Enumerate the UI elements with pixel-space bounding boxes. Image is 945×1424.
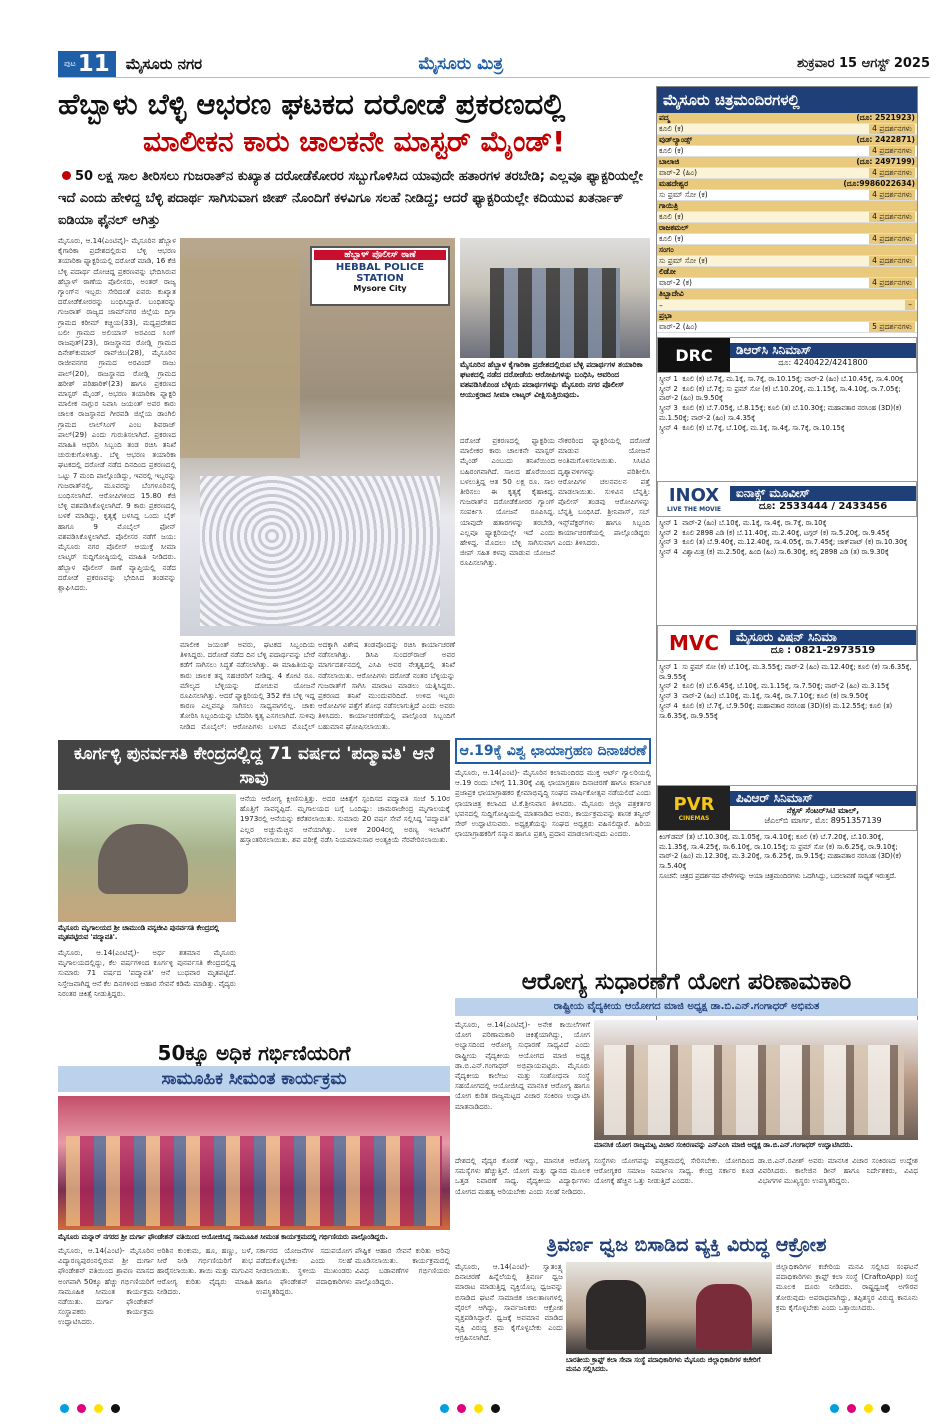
theatre-row-title: ಬಾಲಾಜಿ xyxy=(659,157,680,166)
theatre-row-info: 4 ಪ್ರದರ್ಶನಗಳು xyxy=(869,124,915,134)
police-sign-en: HEBBAL POLICE STATION xyxy=(335,262,425,284)
cinema-panel-title: ಮೈಸೂರು ಚಿತ್ರಮಂದಿರಗಳಲ್ಲಿ xyxy=(657,87,917,113)
elephant-caption: ಮೈಸೂರು ಮೃಗಾಲಯದ ಶ್ರೀ ಚಾಮುಂಡಿ ವನ್ಯಜೀವಿ ಪುನರ್ವಸತಿ ಕೇಂದ್ರದಲ್ಲಿ ಮೃತಪಟ್ಟಿರುವ 'ಪದ್ಮಾವತಿ'. xyxy=(58,924,236,946)
theatre-film-row xyxy=(657,256,917,267)
black-mark-icon xyxy=(881,1404,890,1413)
yoga-guests xyxy=(604,1045,904,1135)
lead-column-4: ದರೋಡೆ ಪ್ರಕರಣದಲ್ಲಿ ಫ್ಯಾಕ್ಟರಿಯ ಮಾಲೀಕರ ಕಾರು ಚಾಲಕನೇ ಮಾಸ್ಟರ್ ಮೈಂಡ್ ಎಂಬುದು ತನಿಖೆಯಿಂದ ಬಹಿರಂಗವಾಗಿದೆ. ಸಾಲದ ಹೊರೆಯಿಂದ ಬಳಲುತ್ತಿದ್ದ ಆತ 50 ಲಕ್ಷ ರೂ. ಸಾಲ ತೀರಿಸಲು ಈ ಕೃತ್ಯಕ್ಕೆ ಕೈಹಾಕಿದ್ದ. ಗುಜರಾತ್‌ನ ದರೋಡೆಕೋರರ ಗ್ಯಾಂಗ್ ಸಂಪರ್ಕಿಸಿ ಯೋಜನೆ ರೂಪಿಸಿದ್ದ. ಯಾವುದೇ ಹತಾರಗಳನ್ನು ತರಬೇಡಿ, ಎಲ್ಲವೂ ಫ್ಯಾಕ್ಟರಿಯಲ್ಲೇ ಇದೆ ಎಂದು ಹೇಳಿದ್ದ. ಮೊದಲು ಬೆಳ್ಳಿ ಸಾಗಿಸುವಾಗ ಜೀಪ್ ಸಹಿತ ಕಳವು ಮಾಡುವ ಯೋಜನೆ ರೂಪಿಸಲಾಗಿತ್ತು. xyxy=(460,436,555,568)
theatre-row-title: ಕೂಲಿ (ಕ) xyxy=(659,234,684,243)
theatre-row-info: 4 ಪ್ರದರ್ಶನಗಳು xyxy=(869,256,915,266)
section-title: ಮೈಸೂರು ನಗರ xyxy=(125,54,203,73)
theatre-name-row xyxy=(657,157,917,168)
seemantha-column-4: ಪೌಷ್ಟಿಕ ಆಹಾರ ಸೇವನೆ ಕುರಿತು ಅರಿವು ಮೂಡಿಸಲಾಯಿತು. ಕಾರ್ಯಕ್ರಮದಲ್ಲಿ ವಿವಿಧ ಬಡಾವಣೆಗಳ ಗರ್ಭಿಣಿಯರು ಪಾಲ್ಗೊಂಡಿದ್ದರು. xyxy=(355,1246,450,1286)
pvr-name: ಪಿವಿಆರ್ ಸಿನಿಮಾಸ್ xyxy=(730,791,916,806)
drc-titles xyxy=(730,343,916,368)
theatre-row-title: ಪ್ರಭಾ xyxy=(659,311,672,320)
inox-titles xyxy=(730,486,916,512)
cyan-mark-icon xyxy=(60,1404,69,1413)
theatre-row-info: 4 ಪ್ರದರ್ಶನಗಳು xyxy=(869,168,915,178)
drc-phone: ದೂ: 4240422/4241800 xyxy=(778,357,868,367)
yoga-photo xyxy=(594,1020,918,1140)
lead-photo-silver xyxy=(180,238,455,636)
lead-headline: ಹೆಬ್ಬಾಳು ಬೆಳ್ಳಿ ಆಭರಣ ಘಟಕದ ದರೋಡೆ ಪ್ರಕರಣದಲ್ಲಿ xyxy=(58,87,566,121)
theatre-row-info: 4 ಪ್ರದರ್ಶನಗಳು xyxy=(869,278,915,288)
inox-header xyxy=(657,481,917,517)
theatre-name-row xyxy=(657,113,917,124)
flag-photo xyxy=(566,1262,772,1354)
theatre-film-row xyxy=(657,168,917,179)
theatre-name-row xyxy=(657,223,917,234)
masthead: ಮೈಸೂರು ಮಿತ್ರ xyxy=(418,53,504,74)
lead-column-2: ಮಾಲೀಕ ಜಯಂತ್ ಅವರು, ಘಟಕದ ಸಿಬ್ಬಂದಿಯ ತಿಳಿಸಿದ್ದರು. ದರೋಡೆ ನಡೆದ ದಿನ ಬೆಳ್ಳಿ ಪದಾರ್ಥವನ್ನು ಬೇರೆ ಕಡೆಗೆ ಸಾಗಿಸಲು ಸಿದ್ಧತೆ ನಡೆಸಲಾಗಿತ್ತು. ಈ ಮಾಹಿತಿಯನ್ನು ಕಾರು ಚಾಲಕ ತನ್ನ ಸಹಚರರಿಗೆ ನೀಡಿದ್ದ. 4 ಕೋಟಿ ರೂ. ಮೌಲ್ಯದ ಬೆಳ್ಳಿಯನ್ನು ದೋಚುವ ಯೋಜನೆ ರೂಪಿಸಲಾಗಿತ್ತು. ಆದರೆ ಫ್ಯಾಕ್ಟರಿಯಲ್ಲಿ 352 ಕೆಜಿ ಬೆಳ್ಳಿ ಇದ್ದ ಕಾರಣ ಎಲ್ಲವನ್ನೂ ಸಾಗಿಸಲು ಸಾಧ್ಯವಾಗಲಿಲ್ಲ. ಚಾಕು ತೋರಿಸಿ ಸಿಬ್ಬಂದಿಯನ್ನು ಬೆದರಿಸಿ ಕೃತ್ಯ ಎಸಗಲಾಗಿದೆ. ಸುಳಿವು ನೀಡಿದ ಮೊಬೈಲ್: ಆರೋಪಿಗಳು ಬಳಸಿದ ಮೊಬೈಲ್ xyxy=(180,640,315,731)
lead-deck-text: 50 ಲಕ್ಷ ಸಾಲ ತೀರಿಸಲು ಗುಜರಾತ್‌ನ ಕುಖ್ಯಾತ ದರೋಡೆಕೋರರ ಸಬ್ಬುಗೊಳಿಸಿದ ಯಾವುದೇ ಹತಾರಗಳ ತರಬೇಡಿ; ಎಲ್ಲವೂ ಫ್ಯಾಕ್ಟರಿಯಲ್ಲೇ ಇದೆ ಎಂದು ಹೇಳಿದ್ದ ಬೆಳ್ಳಿ ಪದಾರ್ಥ ಸಾಗಿಸುವಾಗ ಜೀಪ್ ನೊಂದಿಗೆ ಕಳವಿಗೂ ಸಲಹೆ ನೀಡಿದ್ದ; ಆದರೆ ಫ್ಯಾಕ್ಟರಿಯಲ್ಲೇ ಕದಿಯುವ ಖತರ್ನಾಕ್ ಐಡಿಯಾ ಫೈನಲ್ ಆಗಿತ್ತು xyxy=(58,169,643,228)
theatre-row-info: (ದೂ:9986022634) xyxy=(843,179,915,188)
seemantha-column-3: ಸರ್ಕಾರದ ಯೋಜನೆಗಳ ಸದುಪಯೋಗ ಪಡೆದುಕೊಳ್ಳಬೇಕು ಎಂದು ಸಲಹೆ ನೀಡಲಾಯಿತು. ಸ್ಥಳೀಯ ಮುಖಂಡರು ಹಾಗೂ ಫೌಂಡೇಶನ್ ಪದಾಧಿಕಾರಿಗಳು ಉಪಸ್ಥಿತರಿದ್ದರು. xyxy=(256,1246,352,1296)
drc-name: ಡಿಆರ್‌ಸಿ ಸಿನಿಮಾಸ್ xyxy=(730,343,916,358)
accused-group xyxy=(490,268,620,358)
pvr-address: ನೆಕ್ಸಸ್ ಸೆಂಟರ್‌ಸಿಟಿ ಮಾಲ್, xyxy=(786,805,860,815)
yellow-mark-icon xyxy=(94,1404,103,1413)
cyan-mark-icon xyxy=(830,1404,839,1413)
theatre-film-row xyxy=(657,322,917,333)
police-officers xyxy=(180,258,300,458)
police-sign xyxy=(310,246,450,306)
lead-headline-2: ಮಾಲೀಕನ ಕಾರು ಚಾಲಕನೇ ಮಾಸ್ಟರ್ ಮೈಂಡ್! xyxy=(142,125,566,158)
pvr-tagline: CINEMAS xyxy=(678,815,710,822)
theatre-row-title: ಕೂಲಿ (ಕ) xyxy=(659,146,684,155)
inox-schedule: ಸ್ಕ್ರೀನ್ 1 ವಾರ್-2 (ಹಿಂ) ಬೆ.10ಕ್ಕೆ, ಮ.1ಕ್ಕೆ, ಸಾ.4ಕ್ಕೆ, ರಾ.7ಕ್ಕೆ, ರಾ.10ಕ್ಕೆ ಸ್ಕ್ರೀನ್ 2 ಕೂಲಿ 2898 ಎಡಿ (ಕ) ಬೆ.11.40ಕ್ಕೆ, ಮ.2.40ಕ್ಕೆ, ಟಗ್ಗರ್ (ಕ) ಸಾ.5.20ಕ್ಕೆ, ರಾ.9.45ಕ್ಕೆ ಸ್ಕ್ರೀನ್ 3 ಕೂಲಿ (ತ) ಬೆ.9.40ಕ್ಕೆ, ಮ.12.40ಕ್ಕೆ, ಸಾ.4.05ಕ್ಕೆ, ರಾ.7.45ಕ್ಕೆ; ಜಾಕ್‌ಪಾಟ್ (ಕ) ರಾ.10.30ಕ್ಕೆ ಸ್ಕ್ರೀನ್ 4 ವಿಶ್ವಾಮಿತ್ರ (ಕ) ಮ.2.50ಕ್ಕೆ, ಹಿಂದಿ (ಹಿಂ) ಸಾ.6.30ಕ್ಕೆ, ಕಲ್ಕಿ 2898 ಎಡಿ (ತ) ರಾ.9.30ಕ್ಕೆ xyxy=(659,519,908,557)
yoga-column-3: ಸಂಸ್ಥೆಗಳು ಯೋಗವನ್ನು ಪಠ್ಯಕ್ರಮದಲ್ಲಿ ಸೇರಿಸಬೇಕು. ಯೋಗದಿಂದ ಆರೋಗ್ಯಕರ ಸಮಾಜ ನಿರ್ಮಾಣ ಸಾಧ್ಯ. ಕೇಂದ್ರ ಸರ್ಕಾರ ಕೂಡ ಯೋಗಕ್ಕೆ ಹೆಚ್ಚಿನ ಒತ್ತು ನೀಡುತ್ತಿದೆ ಎಂದರು. xyxy=(594,1156,754,1186)
seemantha-headline-2: ಸಾಮೂಹಿಕ ಸೀಮಂತ ಕಾರ್ಯಕ್ರಮ xyxy=(58,1066,450,1092)
theatre-row-info: (ದೂ: 2521923) xyxy=(856,113,915,122)
pvr-titles xyxy=(730,791,916,826)
drc-logo: DRC xyxy=(658,338,730,372)
theatre-row-info: – xyxy=(905,300,915,310)
theatre-film-row xyxy=(657,300,917,311)
theatre-row-title: ವಾರ್-2 (ಹಿಂ) xyxy=(659,322,698,331)
theatre-row-info: 4 ಪ್ರದರ್ಶನಗಳು xyxy=(869,234,915,244)
cyan-mark-icon xyxy=(440,1404,449,1413)
theatre-row-info: (ದೂ: 2497199) xyxy=(856,157,915,166)
lead-column-3: ಅದಕ್ಕಾಗಿ ವಿಶೇಷ ತಂಡವೊಂದನ್ನು ರಚಿಸಿ ಕಾರ್ಯಾಚರಣೆ ನಡೆಸಲಾಗಿತ್ತು. ಡಿಸಿಪಿ ಸುಂದರ್‌ರಾಜ್ ಅವರ ಮಾರ್ಗದರ್ಶನದಲ್ಲಿ ಎಸಿಪಿ ಅವರ ನೇತೃತ್ವದಲ್ಲಿ ತನಿಖೆ ನಡೆಸಲಾಯಿತು. ಆರೋಪಿಗಳು ದರೋಡೆ ನಂತರ ಬೆಳ್ಳಿಯನ್ನು ಗುಜರಾತ್‌ಗೆ ಸಾಗಿಸಿ ಮಾರಾಟ ಮಾಡಲು ಯತ್ನಿಸಿದ್ದರು. ಪ್ರಕರಣದ ತನಿಖೆ ಮುಂದುವರಿದಿದೆ. ಉಳಿದ ಇಬ್ಬರು ಆರೋಪಿಗಳ ಪತ್ತೆಗೆ ಶೋಧ ನಡೆಸಲಾಗುತ್ತಿದೆ ಎಂದು ಅವರು ತಿಳಿಸಿದರು. ಕಾರ್ಯಾಚರಣೆಯಲ್ಲಿ ಪಾಲ್ಗೊಂಡ ಸಿಬ್ಬಂದಿಗೆ ಬಹುಮಾನ ಘೋಷಿಸಲಾಯಿತು. xyxy=(318,640,455,731)
theatre-name-row xyxy=(657,201,917,212)
flag-person-2 xyxy=(696,1284,752,1350)
page-label: ಪುಟ xyxy=(64,58,76,68)
yellow-mark-icon xyxy=(474,1404,483,1413)
silver-items xyxy=(200,476,440,626)
mvc-header xyxy=(657,625,917,661)
theatre-row-title: ಗಾಯಿತ್ರಿ xyxy=(659,201,679,210)
elephant-photo xyxy=(58,794,236,922)
theatre-film-row xyxy=(657,190,917,201)
theatre-row-title: – xyxy=(659,300,663,310)
police-sign-city: Mysore City xyxy=(353,284,407,293)
flag-column-1: ಮೈಸೂರು, ಆ.14(ಎಂಟಿ)- ಸ್ವಾತಂತ್ರ್ಯ ದಿನಾಚರಣೆ ಹಿನ್ನೆಲೆಯಲ್ಲಿ ತ್ರಿವರ್ಣ ಧ್ವಜ ಮಾರಾಟ ಮಾಡುತ್ತಿದ್ದ ವ್ಯಕ್ತಿಯೊಬ್ಬ ಧ್ವಜವನ್ನು ಬಿಸಾಡಿದ ಘಟನೆ ಸಾಮಾಜಿಕ ಜಾಲತಾಣಗಳಲ್ಲಿ ವೈರಲ್ ಆಗಿದ್ದು, ಸಾರ್ವಜನಿಕರು ಆಕ್ರೋಶ ವ್ಯಕ್ತಪಡಿಸಿದ್ದಾರೆ. ಧ್ವಜಕ್ಕೆ ಅವಮಾನ ಮಾಡಿದ ವ್ಯಕ್ತಿ ವಿರುದ್ಧ ಕ್ರಮ ಕೈಗೊಳ್ಳಬೇಕು ಎಂದು ಆಗ್ರಹಿಸಲಾಗಿದೆ. xyxy=(455,1262,563,1343)
theatre-list xyxy=(657,113,917,333)
page-number-badge xyxy=(58,51,116,77)
theatre-row-title: ರಾಜಕಮಲ್ xyxy=(659,223,689,232)
theatre-row-title: ಲಿಡೋ xyxy=(659,267,676,276)
seemantha-headline: 50ಕ್ಕೂ ಅಧಿಕ ಗರ್ಭಿಣಿಯರಿಗೆ xyxy=(157,1041,351,1065)
theatre-row-info: 4 ಪ್ರದರ್ಶನಗಳು xyxy=(869,146,915,156)
elephant-column-2: ಆನೆಯ ಆರೋಗ್ಯ ಕ್ಷೀಣಿಸುತ್ತಿತ್ತು. ಅದರ ಚಿಕಿತ್ಸೆಗೆ ಸ್ಪಂದಿಸದ ಪದ್ಮಾವತಿ ಸಂಜೆ 5.10ರ ಹೊತ್ತಿಗೆ ಸಾವನ್ನಪ್ಪಿದೆ. ಮೃಗಾಲಯದ ಬಗ್ಗೆ ಒಂದಿಷ್ಟು: ಚಾಮರಾಜೇಂದ್ರ ಮೃಗಾಲಯಕ್ಕೆ 1973ರಲ್ಲಿ ಆನೆಯನ್ನು ಕರೆತರಲಾಯಿತು. ಸುಮಾರು 20 ವರ್ಷ ಸೇವೆ ಸಲ್ಲಿಸಿದ್ದ 'ಪದ್ಮಾವತಿ' ಎಲ್ಲರ ಅಚ್ಚುಮೆಚ್ಚಿನ ಆನೆಯಾಗಿತ್ತು. ಬಳಿಕ 2004ರಲ್ಲಿ ಅರಣ್ಯ ಇಲಾಖೆಗೆ ಹಸ್ತಾಂತರಿಸಲಾಯಿತು. ಶವ ಪರೀಕ್ಷೆ ನಡೆಸಿ ನಿಯಮಾನುಸಾರ ಅಂತ್ಯಕ್ರಿಯೆ ನೆರವೇರಿಸಲಾಯಿತು. xyxy=(240,794,450,844)
flag-caption: ಬಾರತೀಯ ಕ್ರಾಫ್ಟ್ ಕಲಾ ಸೇವಾ ಸಂಸ್ಥೆ ಪದಾಧಿಕಾರಿಗಳು ಮೈಸೂರು ಜಿಲ್ಲಾಧಿಕಾರಿಗಳ ಕಚೇರಿಗೆ ಮನವಿ ಸಲ್ಲಿಸಿದರು. xyxy=(566,1356,772,1380)
lead-deck xyxy=(58,166,650,232)
theatre-row-title: ಮಹದೇಶ್ವರ xyxy=(659,179,689,188)
pvr-phone: ಜೆಎಲ್‌ಬಿ ಮಾರ್ಗ, ಮೊ: 8951357139 xyxy=(764,815,882,825)
theatre-row-title: ಕೂಲಿ (ಕ) xyxy=(659,124,684,133)
mvc-name: ಮೈಸೂರು ವಿಷನ್ ಸಿನಿಮಾ xyxy=(730,630,916,645)
inox-logo xyxy=(658,482,730,516)
theatre-name-row xyxy=(657,267,917,278)
yoga-subhead: ರಾಷ್ಟ್ರೀಯ ವೈದ್ಯಕೀಯ ಆಯೋಗದ ಮಾಜಿ ಅಧ್ಯಕ್ಷ ಡಾ.ಬಿ.ಎನ್.ಗಂಗಾಧರ್ ಅಭಿಮತ xyxy=(455,998,918,1016)
theatre-row-title: ಪದ್ಮ xyxy=(659,113,670,122)
pvr-schedule: ಕಿಂಗ್‌ಡಮ್ (ತ) ಬೆ.10.30ಕ್ಕೆ, ಮ.1.05ಕ್ಕೆ, ಸಾ.4.10ಕ್ಕೆ; ಕೂಲಿ (ಕ) ಬೆ.7.20ಕ್ಕೆ, ಬೆ.10.30ಕ್ಕೆ, ಮ.1.35ಕ್ಕೆ, ಸಾ.4.25ಕ್ಕೆ, ಸಾ.6.10ಕ್ಕೆ, ರಾ.10.15ಕ್ಕೆ; ಸು ಫ್ರಮ್ ಸೋ (ಕ) ಸಾ.6.25ಕ್ಕೆ, ರಾ.9.10ಕ್ಕೆ; ವಾರ್-2 (ಹಿಂ) ಮ.12.30ಕ್ಕೆ, ಮ.3.20ಕ್ಕೆ, ಸಾ.6.25ಕ್ಕೆ, ರಾ.9.15ಕ್ಕೆ; ಮಹಾವತಾರ ನರಸಿಂಹ (3D)(ಕ) ಸಾ.5.40ಕ್ಕೆ ಸೂಚನೆ: ಚಿತ್ರದ ಪ್ರದರ್ಶನದ ವೇಳೆಗಳನ್ನು ಆಯಾ ಚಿತ್ರಮಂದಿರಗಳು ಒದಗಿಸಿದ್ದು, ಬದಲಾವಣೆ ಸಾಧ್ಯತೆ ಇರುತ್ತದೆ. xyxy=(659,833,902,880)
theatre-row-info: 4 ಪ್ರದರ್ಶನಗಳು xyxy=(869,190,915,200)
cinema-panel xyxy=(656,86,918,1110)
pvr-logo xyxy=(658,786,730,830)
yoga-column-4: ಡಾ.ಬಿ.ಎನ್.ರವೀಶ್ ಅವರು ಮಾನಸಿಕ ವಿಚಾರ ಸಂಕಿರಣದ ಉದ್ದೇಶ ವಿವರಿಸಿದರು. ಕಾಲೇಜಿನ ಡೀನ್ ಹಾಗೂ ನಿರ್ದೇಶಕರು, ವಿವಿಧ ವಿಭಾಗಗಳ ಮುಖ್ಯಸ್ಥರು ಉಪಸ್ಥಿತರಿದ್ದರು. xyxy=(758,1156,918,1186)
theatre-row-title: ಸು ಫ್ರಮ್ ಸೋ (ಕ) xyxy=(659,256,708,265)
lead-column-1: ಮೈಸೂರು, ಆ.14(ಎಂಟಿವೈ)- ಮೈಸೂರಿನ ಹೆಬ್ಬಾಳ ಕೈಗಾರಿಕಾ ಪ್ರದೇಶದಲ್ಲಿರುವ ಬೆಳ್ಳಿ ಆಭರಣ ತಯಾರಿಕಾ ಫ್ಯಾಕ್ಟರಿಯಲ್ಲಿ ದರೋಡೆ ಮಾಡಿ, 16 ಕೆಜಿ ಬೆಳ್ಳಿ ಪದಾರ್ಥ ದೋಚಿದ್ದ ಪ್ರಕರಣವನ್ನು ಭೇದಿಸಿರುವ ಹೆಬ್ಬಾಳ್ ಠಾಣೆಯ ಪೊಲೀಸರು, ಅಂತರ್ ರಾಜ್ಯ ಗ್ಯಾಂಗ್‌ನ ಇಬ್ಬರು ಸೇರಿದಂತೆ ಐವರು ಕುಖ್ಯಾತ ದರೋಡೆಕೋರರನ್ನು ಬಂಧಿಸಿದ್ದಾರೆ. ಬಂಧಿತರನ್ನು ಗುಜರಾತ್ ರಾಜ್ಯದ ಜಾಮ್‌ನಗರ ಜಿಲ್ಲೆಯ ದಿಗ್ರಾ ಗ್ರಾಮದ ಕರೀಮ್ ಕಚ್ಚಿಯ(33), ಮಧ್ಯಪ್ರದೇಶದ ಬಲೀ ಗ್ರಾಮದ ಅಲಿಯಾಸ್ ಅರವಿಂದ ಸಿಂಗ್ ರಾಜಪುತ್(23), ರಾಜಸ್ಥಾನದ ರೋಡ್ಲಿ ಗ್ರಾಮದ ದಿನೇಶ್‌ಕುಮಾರ್ ರಾವ್‌ಜಿಬ(28), ಮೈಸೂರಿನ ರಾಜೀವನಗರ ಗ್ರಾಮದ ಅರವಿಂದ್ ರಾಜು ಪಾಲ್(20), ರಾಜಸ್ಥಾನದ ರೋಡ್ಲಿ ಗ್ರಾಮದ ಹರೀಶ್ ಪರಿಹಾರಿಕ್(23) ಹಾಗೂ ಪ್ರಕರಣದ ಮಾಸ್ಟರ್ ಮೈಂಡ್, ಅಭರಣ ತಯಾರಿಕಾ ಫ್ಯಾಕ್ಟರಿ ಮಾಲೀಕ ನಾಗ್ಪುರ ನಿವಾಸಿ ಜಯಂತ್ ಅವರ ಕಾರು ಚಾಲಕ ರಾಜಸ್ಥಾನದ ಗೀರವಡಿ ಜಿಲ್ಲೆಯ ಡಾಂಗಿಲಿ ಗ್ರಾಮದ ಲಾಲ್‌ಸಿಂಗ್ ಎಂಬ ಶಿವರಾಜ್ ಪಾಲ್(29) ಎಂದು ಗುರುತಿಸಲಾಗಿದೆ. ಪ್ರಕರಣದ ಮಾಹಿತಿ ಆಧರಿಸಿ ಸಿಬ್ಬಂದಿ ತಂಡ ರಚಿಸಿ ತನಿಖೆ ಚುರುಕುಗೊಳಿಸಿತ್ತು. ಬೆಳ್ಳಿ ಆಭರಣ ತಯಾರಿಕಾ ಘಟಕದಲ್ಲಿ ದರೋಡೆ ನಡೆದ ದಿನದಿಂದ ಪ್ರಕರಣದಲ್ಲಿ ಒಟ್ಟು 7 ಮಂದಿ ಪಾಲ್ಗೊಂಡಿದ್ದು, ಇವರಲ್ಲಿ ಇಬ್ಬರನ್ನು ಗುಜರಾತ್‌ನಲ್ಲಿ, ಮೂವರನ್ನು ಬೆಂಗಳೂರಿನಲ್ಲಿ ಬಂಧಿಸಲಾಗಿದೆ. ಆರೋಪಿಗಳಿಂದ 15.80 ಕೆಜಿ ಬೆಳ್ಳಿ ವಶಪಡಿಸಿಕೊಳ್ಳಲಾಗಿದೆ. 9 ಕಾರು ಪ್ರಕರಣದಲ್ಲಿ ಬಳಕೆ ಮಾಡಿದ್ದು, ಕೃತ್ಯಕ್ಕೆ ಬಳಸಿದ್ದ ಒಂದು ಬೈಕ್ ಹಾಗೂ 9 ಮೊಬೈಲ್ ಫೋನ್ ವಶಪಡಿಸಿಕೊಳ್ಳಲಾಗಿದೆ. ಪೊಲೀಸರ ನಡೆಗೆ ಜಯ: ಮೈಸೂರು ನಗರ ಪೊಲೀಸ್ ಆಯುಕ್ತೆ ಸೀಮಾ ಲಾಟ್ಕರ್ ಸುದ್ದಿಗೋಷ್ಠಿಯಲ್ಲಿ ಮಾಹಿತಿ ನೀಡಿದರು. ಹೆಬ್ಬಾಳ ಪೊಲೀಸ್ ಠಾಣೆ ವ್ಯಾಪ್ತಿಯಲ್ಲಿ ನಡೆದ ದರೋಡೆ ಪ್ರಕರಣವನ್ನು ಭೇದಿಸಿದ ತಂಡವನ್ನು ಶ್ಲಾಘಿಸಿದರು. xyxy=(58,236,176,592)
mvc-logo: MVC xyxy=(668,631,720,655)
theatre-name-row xyxy=(657,135,917,146)
theatre-name-row xyxy=(657,245,917,256)
page-header xyxy=(58,50,930,78)
yoga-column-1: ಮೈಸೂರು, ಆ.14(ಎಂಟಿವೈ)- ಅನೇಕ ಕಾಯಿಲೆಗಳಿಗೆ ಯೋಗ ಪರಿಣಾಮಕಾರಿ ಚಿಕಿತ್ಸೆಯಾಗಿದ್ದು, ಯೋಗ ಅಭ್ಯಾಸದಿಂದ ಆರೋಗ್ಯ ಸುಧಾರಣೆ ಸಾಧ್ಯವಿದೆ ಎಂದು ರಾಷ್ಟ್ರೀಯ ವೈದ್ಯಕೀಯ ಆಯೋಗದ ಮಾಜಿ ಅಧ್ಯಕ್ಷ ಡಾ.ಬಿ.ಎನ್.ಗಂಗಾಧರ್ ಅಭಿಪ್ರಾಯಪಟ್ಟರು. ಮೈಸೂರು ವೈದ್ಯಕೀಯ ಕಾಲೇಜು ಮತ್ತು ಸಂಶೋಧನಾ ಸಂಸ್ಥೆ ಸಹಯೋಗದಲ್ಲಿ ಆಯೋಜಿಸಿದ್ದ ಮಾನಸಿಕ ಆರೋಗ್ಯ ಹಾಗೂ ಯೋಗ ಕುರಿತ ರಾಜ್ಯಮಟ್ಟದ ವಿಚಾರ ಸಂಕಿರಣ ಉದ್ಘಾಟಿಸಿ ಮಾತನಾಡಿದರು. xyxy=(455,1020,590,1111)
seemantha-caption: ಮೈಸೂರು ಮನ್ನಾರ್ ನಗರದ ಶ್ರೀ ದುರ್ಗಾ ಫೌಂಡೇಶನ್ ವತಿಯಿಂದ ಆಯೋಜಿಸಿದ್ದ ಸಾಮೂಹಿಕ ಸೀಮಂತ ಕಾರ್ಯಕ್ರಮದಲ್ಲಿ ಗರ್ಭಿಣಿಯರು ಪಾಲ್ಗೊಂಡಿದ್ದರು. xyxy=(58,1232,450,1244)
theatre-film-row xyxy=(657,124,917,135)
photo-day-text: ಮೈಸೂರು, ಆ.14(ಎಂಟಿ)- ಮೈಸೂರಿನ ಕಲಾಮಂದಿರದ ಮುಕ್ತ ಆರ್ಟ್ ಗ್ಯಾಲರಿಯಲ್ಲಿ ಆ.19 ರಂದು ಬೆಳಿಗ್ಗೆ 11.30ಕ್ಕೆ ವಿಶ್ವ ಛಾಯಾಗ್ರಹಣ ದಿನಾಚರಣೆ ಹಾಗೂ ಕರ್ನಾಟಕ ಪ್ರಜಾಪ್ರಕ ಛಾಯಾಗ್ರಾಹಕರ ಕ್ಷೇಮಾಭಿವೃದ್ಧಿ ಸಂಘದ ವಾರ್ಷಿಕೋತ್ಸವ ನಡೆಯಲಿದೆ ಎಂದು ಛಾಯಾಚಿತ್ರ ಕಲಾವಿದ ಟಿ.ಕೆ.ಶ್ರೀನಿವಾಸ ತಿಳಿಸಿದರು. ಮೈಸೂರು ಜಿಲ್ಲಾ ಪತ್ರಕರ್ತರ ಭವನದಲ್ಲಿ ಸುದ್ದಿಗೋಷ್ಠಿಯಲ್ಲಿ ಮಾತನಾಡಿದ ಅವರು, ಕಾರ್ಯಕ್ರಮವನ್ನು ಶಾಸಕ ತನ್ವೀರ್ ಸೇಠ್ ಉದ್ಘಾಟಿಸುವರು. ಅಧ್ಯಕ್ಷತೆಯನ್ನು ಸಂಘದ ಅಧ್ಯಕ್ಷರು ವಹಿಸಲಿದ್ದಾರೆ. ಹಿರಿಯ ಛಾಯಾಗ್ರಾಹಕರಿಗೆ ಸನ್ಮಾನ ಹಾಗೂ ಪ್ರಶಸ್ತಿ ಪ್ರದಾನ ಮಾಡಲಾಗುವುದು ಎಂದರು. xyxy=(455,768,651,839)
theatre-film-row xyxy=(657,212,917,223)
elephant-figure xyxy=(98,824,188,894)
theatre-row-info: (ದೂ: 2422871) xyxy=(856,135,915,144)
inox-phone: ದೂ: 2533444 / 2433456 xyxy=(758,501,888,512)
theatre-row-title: ಕೂಲಿ (ಕ) xyxy=(659,212,684,221)
magenta-mark-icon xyxy=(457,1404,466,1413)
magenta-mark-icon xyxy=(847,1404,856,1413)
print-marks-center xyxy=(440,1404,500,1413)
theatre-row-title: ಸು ಫ್ರಮ್ ಸೋ (ಕ) xyxy=(659,190,708,199)
issue-date: ಶುಕ್ರವಾರ 15 ಆಗಸ್ಟ್ 2025 xyxy=(797,56,930,71)
drc-header xyxy=(657,337,917,373)
police-sign-kn: ಹೆಬ್ಬಾಳ್ ಪೊಲೀಸ್ ಠಾಣೆ xyxy=(314,250,446,260)
print-marks-left xyxy=(60,1404,120,1413)
theatre-row-title: ವುಡ್‌ಲ್ಯಾಂಡ್ಸ್ xyxy=(659,135,693,144)
seemantha-group xyxy=(66,1136,442,1226)
pvr-logo-text: PVR xyxy=(673,794,715,815)
theatre-row-title: ತಿಬ್ಬಾದೇವಿ xyxy=(659,289,684,298)
flag-headline: ತ್ರಿವರ್ಣ ಧ್ವಜ ಬಿಸಾಡಿದ ವ್ಯಕ್ತಿ ವಿರುದ್ಧ ಆಕ್ರೋಶ xyxy=(546,1234,827,1256)
drc-schedule: ಸ್ಕ್ರೀನ್ 1 ಕೂಲಿ (ಕ) ಬೆ.7ಕ್ಕೆ, ಮ.1ಕ್ಕೆ, ಸಾ.7ಕ್ಕೆ, ರಾ.10.15ಕ್ಕೆ; ವಾರ್-2 (ಹಿಂ) ಬೆ.10.45ಕ್ಕೆ, ಸಾ.4.00ಕ್ಕೆ ಸ್ಕ್ರೀನ್ 2 ಕೂಲಿ (ಕ) ಬೆ.7ಕ್ಕೆ; ಸು ಫ್ರಮ್ ಸೋ (ಕ) ಬೆ.10.20ಕ್ಕೆ, ಮ.1.15ಕ್ಕೆ, ಸಾ.4.10ಕ್ಕೆ, ರಾ.7.05ಕ್ಕೆ; ವಾರ್-2 (ಹಿಂ) ರಾ.9.50ಕ್ಕೆ ಸ್ಕ್ರೀನ್ 3 ಕೂಲಿ (ಕ) ಬೆ.7.05ಕ್ಕೆ, ಬೆ.8.15ಕ್ಕೆ; ಕೂಲಿ (ತ) ಬೆ.10.30ಕ್ಕೆ; ಮಹಾವತಾರ ನರಸಿಂಹ (3D)(ಕ) ಮ.1.50ಕ್ಕೆ; ವಾರ್-2 (ಹಿಂ) ಸಾ.4.35ಕ್ಕೆ ಸ್ಕ್ರೀನ್ 4 ಕೂಲಿ (ಕ) ಬೆ.7ಕ್ಕೆ, ಬೆ.10ಕ್ಕೆ, ಮ.1ಕ್ಕೆ, ಸಾ.4ಕ್ಕೆ, ಸಾ.7ಕ್ಕೆ, ರಾ.10.15ಕ್ಕೆ xyxy=(659,375,904,432)
yoga-headline: ಆರೋಗ್ಯ ಸುಧಾರಣೆಗೆ ಯೋಗ ಪರಿಣಾಮಕಾರಿ xyxy=(521,969,852,995)
seemantha-photo xyxy=(58,1096,450,1230)
theatre-film-row xyxy=(657,146,917,157)
mvc-titles xyxy=(730,630,916,656)
mvc-phone: ದೂ : 0821-2973519 xyxy=(770,645,876,656)
theatre-row-title: ವಾರ್-2 (ಹಿಂ) xyxy=(659,168,698,177)
theatre-name-row xyxy=(657,289,917,300)
yoga-caption: ಮಾನಸಿಕ ಯೋಗ ರಾಜ್ಯಮಟ್ಟ ವಿಚಾರ ಸಂಕಿರಣವನ್ನು ಎನ್ಎಂಸಿ ಮಾಜಿ ಅಧ್ಯಕ್ಷ ಡಾ.ಬಿ.ಎನ್.ಗಂಗಾಧರ್ ಉದ್ಘಾಟಿಸಿದರು. xyxy=(594,1140,918,1152)
theatre-name-row xyxy=(657,311,917,322)
page-number: 11 xyxy=(77,50,110,77)
lead-photo-caption: ಮೈಸೂರಿನ ಹೆಬ್ಬಾಳ ಕೈಗಾರಿಕಾ ಪ್ರದೇಶದಲ್ಲಿರುವ ಬೆಳ್ಳಿ ಪದಾರ್ಥಗಳ ತಯಾರಿಕಾ ಘಟಕದಲ್ಲಿ ನಡೆದ ದರೋಡೆಯ ಆರೋಪಿಗಳನ್ನು ಬಂಧಿಸಿ, ಆವರಿಂದ ವಶಪಡಿಸಿಕೊಂಡ ಬೆಳ್ಳಿಯ ಪದಾರ್ಥಗಳನ್ನು ಮೈಸೂರು ನಗರ ಪೊಲೀಸ್ ಆಯುಕ್ತರಾದ ಸೀಮಾ ಲಾಟ್ಕರ್ ವೀಕ್ಷಿಸುತ್ತಿರುವುದು. xyxy=(460,360,650,432)
elephant-column-1: ಮೈಸೂರು, ಆ.14(ಎಂಟಿವೈ)- ಅರ್ಧ ಶತಮಾನ ಮೈಸೂರು ಮೃಗಾಲಯದಲ್ಲಿದ್ದು, ಕೆಲ ವರ್ಷಗಳಿಂದ ಕೂರ್ಗಳ್ಳಿ ಪುನರ್ವಸತಿ ಕೇಂದ್ರದಲ್ಲಿದ್ದ ಸುಮಾರು 71 ವರ್ಷದ 'ಪದ್ಮಾವತಿ' ಆನೆ ಬುಧವಾರ ಮೃತಪಟ್ಟಿದೆ. ನಿಸ್ತೇಜವಾಗಿದ್ದ ಆನೆ ಕೆಲ ದಿನಗಳಿಂದ ಆಹಾರ ಸೇವನೆ ಕಡಿಮೆ ಮಾಡಿತ್ತು. ವೈದ್ಯರು ನಿರಂತರ ಚಿಕಿತ್ಸೆ ನೀಡುತ್ತಿದ್ದರು. xyxy=(58,948,236,998)
seemantha-column-1: ಮೈಸೂರು, ಆ.14(ಎಂಟಿ)- ಮೈಸೂರಿನ ವಿದ್ಯಾರಣ್ಯಪುರಂನಲ್ಲಿರುವ ಶ್ರೀ ದುರ್ಗಾ ಫೌಂಡೇಶನ್ ವತಿಯಿಂದ ಶ್ರಾವಣ ಮಾಸದ ಅಂಗವಾಗಿ 50ಕ್ಕೂ ಹೆಚ್ಚು ಗರ್ಭಿಣಿಯರಿಗೆ ಸಾಮೂಹಿಕ ಸೀಮಂತ ಕಾರ್ಯಕ್ರಮ ನಡೆಯಿತು. ದುರ್ಗಾ ಫೌಂಡೇಶನ್ ಸಂಸ್ಥಾಪಕರು ಕಾರ್ಯಕ್ರಮ ಉದ್ಘಾಟಿಸಿದರು. xyxy=(58,1246,154,1327)
yoga-column-2: ದೇಶದಲ್ಲಿ ವೈದ್ಯರ ಕೊರತೆ ಇದ್ದು, ಮಾನಸಿಕ ಆರೋಗ್ಯ ಸಮಸ್ಯೆಗಳು ಹೆಚ್ಚುತ್ತಿವೆ. ಯೋಗ ಮತ್ತು ಧ್ಯಾನದ ಮೂಲಕ ಒತ್ತಡ ನಿವಾರಣೆ ಸಾಧ್ಯ. ವೈದ್ಯಕೀಯ ವಿದ್ಯಾರ್ಥಿಗಳು ಯೋಗದ ಮಹತ್ವ ಅರಿಯಬೇಕು ಎಂದು ಸಲಹೆ ನೀಡಿದರು. xyxy=(455,1156,590,1196)
flag-person-1 xyxy=(586,1280,646,1350)
theatre-film-row xyxy=(657,234,917,245)
inox-tagline: LIVE THE MOVIE xyxy=(666,506,722,513)
black-mark-icon xyxy=(111,1404,120,1413)
theatre-name-row xyxy=(657,179,917,190)
lead-photo-accused xyxy=(460,238,650,358)
theatre-row-title: ಸಂಗಂ xyxy=(659,245,674,254)
inox-logo-text: INOX xyxy=(668,485,720,506)
theatre-film-row xyxy=(657,278,917,289)
pvr-header xyxy=(657,785,917,831)
photo-day-headline: ಆ.19ಕ್ಕೆ ವಿಶ್ವ ಛಾಯಾಗ್ರಹಣ ದಿನಾಚರಣೆ xyxy=(455,738,651,764)
lead-column-5: ನೌಕರರಿಂದ ಫ್ಯಾಕ್ಟರಿಯಲ್ಲಿ ದರೋಡೆ ಮಾಡುವ ಯೋಜನೆ ಅಂತಿಮಗೊಳಿಸಲಾಯಿತು. ಸಿಸಿಟಿವಿ ದೃಶ್ಯಾವಳಿಗಳನ್ನು ಪರಿಶೀಲಿಸಿ ಆರೋಪಿಗಳ ಚಲನವಲನ ಪತ್ತೆ ಮಾಡಲಾಯಿತು. ಸುಳಿವಿನ ಬೆನ್ನತ್ತಿ: ಪೊಲೀಸ್ ತಂಡವು ಆರೋಪಿಗಳನ್ನು ಬೆನ್ನತ್ತಿ ಬಂಧಿಸಿದೆ. ಶ್ರೀನಿವಾಸ್, ಸಬ್ ಇನ್ಸ್‌ಪೆಕ್ಟರ್‌ಗಳು ಹಾಗೂ ಸಿಬ್ಬಂದಿ ಕಾರ್ಯಾಚರಣೆಯಲ್ಲಿ ಪಾಲ್ಗೊಂಡಿದ್ದರು ಎಂದು ತಿಳಿಸಿದರು. xyxy=(558,436,650,548)
black-mark-icon xyxy=(491,1404,500,1413)
print-marks-right xyxy=(830,1404,890,1413)
mvc-schedule: ಸ್ಕ್ರೀನ್ 1 ಸು ಫ್ರಮ್ ಸೋ (ಕ) ಬೆ.10ಕ್ಕೆ, ಮ.3.55ಕ್ಕೆ; ವಾರ್-2 (ಹಿಂ) ಮ.12.40ಕ್ಕೆ; ಕೂಲಿ (ಕ) ಸಾ.6.35ಕ್ಕೆ, ರಾ.9.55ಕ್ಕೆ ಸ್ಕ್ರೀನ್ 2 ಕೂಲಿ (ಕ) ಬೆ.6.45ಕ್ಕೆ, ಬೆ.10ಕ್ಕೆ, ಮ.1.15ಕ್ಕೆ, ಸಾ.7.50ಕ್ಕೆ; ವಾರ್-2 (ಹಿಂ) ಮ.3.15ಕ್ಕೆ ಸ್ಕ್ರೀನ್ 3 ವಾರ್-2 (ಹಿಂ) ಬೆ.10ಕ್ಕೆ, ಮ.1ಕ್ಕೆ, ಸಾ.4ಕ್ಕೆ, ರಾ.7.10ಕ್ಕೆ; ಕೂಲಿ (ಕ) ರಾ.9.50ಕ್ಕೆ ಸ್ಕ್ರೀನ್ 4 ಕೂಲಿ (ಕ) ಬೆ.7ಕ್ಕೆ, ಬೆ.9.50ಕ್ಕೆ; ಮಹಾವತಾರ ನರಸಿಂಹ (3D)(ಕ) ಮ.12.55ಕ್ಕೆ; ಕೂಲಿ (ತ) ಸಾ.6.35ಕ್ಕೆ, ರಾ.9.55ಕ್ಕೆ xyxy=(659,663,912,720)
inox-name: ಐನಾಕ್ಸ್ ಮೂವೀಸ್ xyxy=(730,486,916,501)
theatre-row-info: 4 ಪ್ರದರ್ಶನಗಳು xyxy=(869,212,915,222)
elephant-headline: ಕೂರ್ಗಳ್ಳಿ ಪುನರ್ವಸತಿ ಕೇಂದ್ರದಲ್ಲಿದ್ದ 71 ವರ್ಷದ 'ಪದ್ಮಾವತಿ' ಆನೆ ಸಾವು xyxy=(58,740,450,790)
theatre-row-title: ವಾರ್-2 (ಕ) xyxy=(659,278,692,287)
bullet-icon xyxy=(62,171,71,180)
magenta-mark-icon xyxy=(77,1404,86,1413)
yellow-mark-icon xyxy=(864,1404,873,1413)
seemantha-column-2: ಅರಿಶಿನ ಕುಂಕುಮ, ಹೂ, ಹಣ್ಣು, ಬಳೆ, ಸೀರೆ ನೀಡಿ ಗರ್ಭಿಣಿಯರಿಗೆ ಶುಭ ಹಾರೈಸಲಾಯಿತು. ತಾಯಿ ಮತ್ತು ಮಗುವಿನ ಆರೋಗ್ಯ ಕುರಿತು ವೈದ್ಯರು ಮಾಹಿತಿ ನೀಡಿದರು. xyxy=(157,1246,253,1296)
flag-column-2: ಜಿಲ್ಲಾಧಿಕಾರಿಗಳ ಕಚೇರಿಯ ಮನವಿ ಸಲ್ಲಿಸಿದ ಸಂಘಟನೆ ಪದಾಧಿಕಾರಿಗಳು ಕ್ರಾಫ್ಟ್ ಕಲಾ ಸಂಸ್ಥೆ (CraftoApp) ಸಂಸ್ಥೆ ಮೂಲಕ ದೂರು ನೀಡಿದರು. ರಾಷ್ಟ್ರಧ್ವಜಕ್ಕೆ ಅಗೌರವ ತೋರುವುದು ಅಪರಾಧವಾಗಿದ್ದು, ತಪ್ಪಿತಸ್ಥರ ವಿರುದ್ಧ ಕಾನೂನು ಕ್ರಮ ಕೈಗೊಳ್ಳಬೇಕು ಎಂದು ಒತ್ತಾಯಿಸಿದರು. xyxy=(776,1262,918,1312)
theatre-row-info: 5 ಪ್ರದರ್ಶನಗಳು xyxy=(869,322,915,332)
